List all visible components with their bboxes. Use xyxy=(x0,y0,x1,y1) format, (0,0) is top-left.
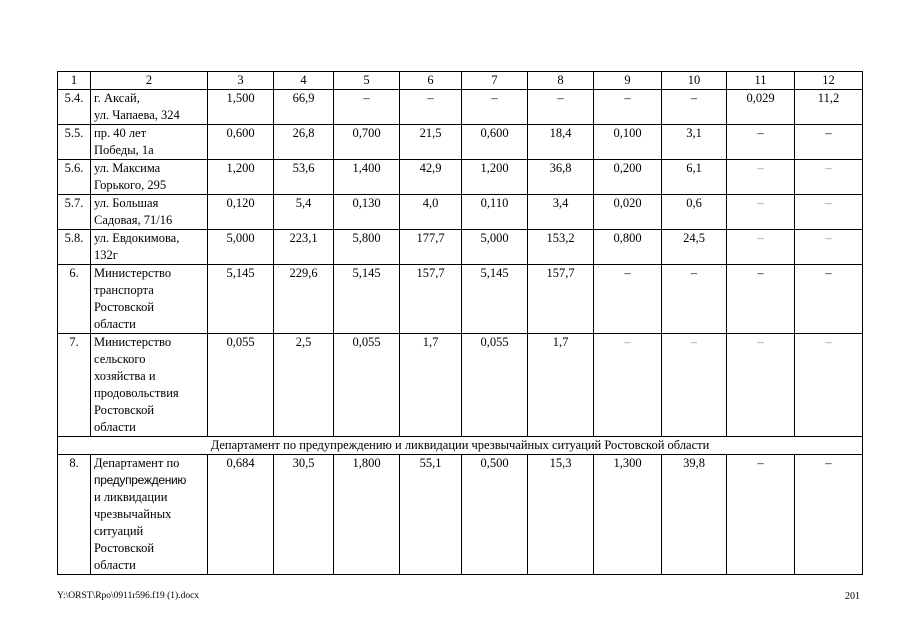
value-cell: 0,684 xyxy=(208,455,274,575)
value-cell: 3,1 xyxy=(662,125,727,160)
value-cell: 223,1 xyxy=(274,230,334,265)
value-cell: 66,9 xyxy=(274,90,334,125)
section-title: Департамент по предупреждению и ликвидации чрезвычайных ситуаций Ростовской области xyxy=(58,437,863,455)
value-cell: 0,120 xyxy=(208,195,274,230)
header-cell: 3 xyxy=(208,72,274,90)
value-cell: 157,7 xyxy=(400,265,462,334)
value-cell: 0,130 xyxy=(334,195,400,230)
row-name: Министерство сельского хозяйства и продовольствия Ростовской области xyxy=(91,334,208,437)
value-cell: 1,200 xyxy=(208,160,274,195)
value-cell: 229,6 xyxy=(274,265,334,334)
value-cell: 24,5 xyxy=(662,230,727,265)
data-table xyxy=(57,71,863,575)
value-cell: – xyxy=(727,160,795,195)
value-cell: 53,6 xyxy=(274,160,334,195)
value-cell: 5,000 xyxy=(462,230,528,265)
header-cell: 1 xyxy=(58,72,91,90)
value-cell: – xyxy=(662,334,727,437)
value-cell: 30,5 xyxy=(274,455,334,575)
value-cell: 1,7 xyxy=(400,334,462,437)
value-cell: 55,1 xyxy=(400,455,462,575)
value-cell: – xyxy=(334,90,400,125)
value-cell: – xyxy=(727,195,795,230)
header-cell: 4 xyxy=(274,72,334,90)
row-name: ул. Максима Горького, 295 xyxy=(91,160,208,195)
table-row xyxy=(58,125,863,160)
value-cell: 5,145 xyxy=(334,265,400,334)
header-cell: 2 xyxy=(91,72,208,90)
value-cell: 177,7 xyxy=(400,230,462,265)
value-cell: – xyxy=(594,334,662,437)
row-number: 5.6. xyxy=(58,160,91,195)
row-name: пр. 40 лет Победы, 1а xyxy=(91,125,208,160)
table-row xyxy=(58,265,863,334)
value-cell: – xyxy=(400,90,462,125)
value-cell: – xyxy=(662,265,727,334)
header-cell: 8 xyxy=(528,72,594,90)
value-cell: 5,800 xyxy=(334,230,400,265)
value-cell: 0,700 xyxy=(334,125,400,160)
value-cell: – xyxy=(528,90,594,125)
value-cell: – xyxy=(727,125,795,160)
row-name xyxy=(91,455,208,575)
value-cell: – xyxy=(462,90,528,125)
value-cell: 0,500 xyxy=(462,455,528,575)
value-cell: 1,400 xyxy=(334,160,400,195)
value-cell: – xyxy=(795,160,863,195)
row-number: 6. xyxy=(58,265,91,334)
value-cell: 6,1 xyxy=(662,160,727,195)
value-cell: 0,110 xyxy=(462,195,528,230)
value-cell: – xyxy=(727,334,795,437)
value-cell: 18,4 xyxy=(528,125,594,160)
value-cell: 1,7 xyxy=(528,334,594,437)
header-cell: 9 xyxy=(594,72,662,90)
table-row xyxy=(58,455,863,575)
value-cell: – xyxy=(795,195,863,230)
value-cell: 0,6 xyxy=(662,195,727,230)
value-cell: 1,800 xyxy=(334,455,400,575)
value-cell: 11,2 xyxy=(795,90,863,125)
value-cell: 0,055 xyxy=(334,334,400,437)
table-row xyxy=(58,90,863,125)
header-row xyxy=(58,72,863,90)
value-cell: 1,200 xyxy=(462,160,528,195)
table-row xyxy=(58,195,863,230)
value-cell: 0,055 xyxy=(462,334,528,437)
value-cell: 0,055 xyxy=(208,334,274,437)
value-cell: 15,3 xyxy=(528,455,594,575)
footer-page-number: 201 xyxy=(845,591,860,602)
value-cell: 157,7 xyxy=(528,265,594,334)
row-number: 5.8. xyxy=(58,230,91,265)
table-row xyxy=(58,160,863,195)
value-cell: 26,8 xyxy=(274,125,334,160)
row-number: 5.5. xyxy=(58,125,91,160)
value-cell: – xyxy=(727,455,795,575)
value-cell: 0,100 xyxy=(594,125,662,160)
row-name-line: предупреждению xyxy=(94,473,187,487)
header-cell: 7 xyxy=(462,72,528,90)
table-row xyxy=(58,334,863,437)
row-number: 8. xyxy=(58,455,91,575)
row-name: Министерство транспорта Ростовской области xyxy=(91,265,208,334)
row-number: 7. xyxy=(58,334,91,437)
value-cell: – xyxy=(662,90,727,125)
value-cell: 5,000 xyxy=(208,230,274,265)
table-row xyxy=(58,230,863,265)
value-cell: 3,4 xyxy=(528,195,594,230)
value-cell: 0,029 xyxy=(727,90,795,125)
value-cell: 4,0 xyxy=(400,195,462,230)
row-number: 5.4. xyxy=(58,90,91,125)
header-cell: 11 xyxy=(727,72,795,90)
value-cell: 1,500 xyxy=(208,90,274,125)
row-name: ул. Большая Садовая, 71/16 xyxy=(91,195,208,230)
section-row xyxy=(58,437,863,455)
row-name-line: Департамент по xyxy=(94,456,180,470)
value-cell: 0,800 xyxy=(594,230,662,265)
row-name: г. Аксай, ул. Чапаева, 324 xyxy=(91,90,208,125)
row-number: 5.7. xyxy=(58,195,91,230)
value-cell: 42,9 xyxy=(400,160,462,195)
value-cell: – xyxy=(795,125,863,160)
value-cell: 36,8 xyxy=(528,160,594,195)
value-cell: 2,5 xyxy=(274,334,334,437)
value-cell: – xyxy=(795,455,863,575)
value-cell: – xyxy=(795,265,863,334)
value-cell: 1,300 xyxy=(594,455,662,575)
value-cell: 0,600 xyxy=(462,125,528,160)
value-cell: 39,8 xyxy=(662,455,727,575)
value-cell: 5,145 xyxy=(462,265,528,334)
value-cell: – xyxy=(795,230,863,265)
value-cell: 5,4 xyxy=(274,195,334,230)
value-cell: – xyxy=(795,334,863,437)
value-cell: 0,020 xyxy=(594,195,662,230)
value-cell: – xyxy=(594,265,662,334)
value-cell: – xyxy=(727,230,795,265)
value-cell: 0,200 xyxy=(594,160,662,195)
value-cell: 153,2 xyxy=(528,230,594,265)
value-cell: 0,600 xyxy=(208,125,274,160)
value-cell: – xyxy=(727,265,795,334)
value-cell: 21,5 xyxy=(400,125,462,160)
header-cell: 6 xyxy=(400,72,462,90)
footer-file-path: Y:\ORST\Rpo\0911r596.f19 (1).docx xyxy=(57,591,200,601)
row-name-line: и ликвидации чрезвычайных ситуаций Ростовской области xyxy=(94,490,172,572)
row-name: ул. Евдокимова, 132г xyxy=(91,230,208,265)
header-cell: 12 xyxy=(795,72,863,90)
header-cell: 10 xyxy=(662,72,727,90)
value-cell: – xyxy=(594,90,662,125)
header-cell: 5 xyxy=(334,72,400,90)
value-cell: 5,145 xyxy=(208,265,274,334)
